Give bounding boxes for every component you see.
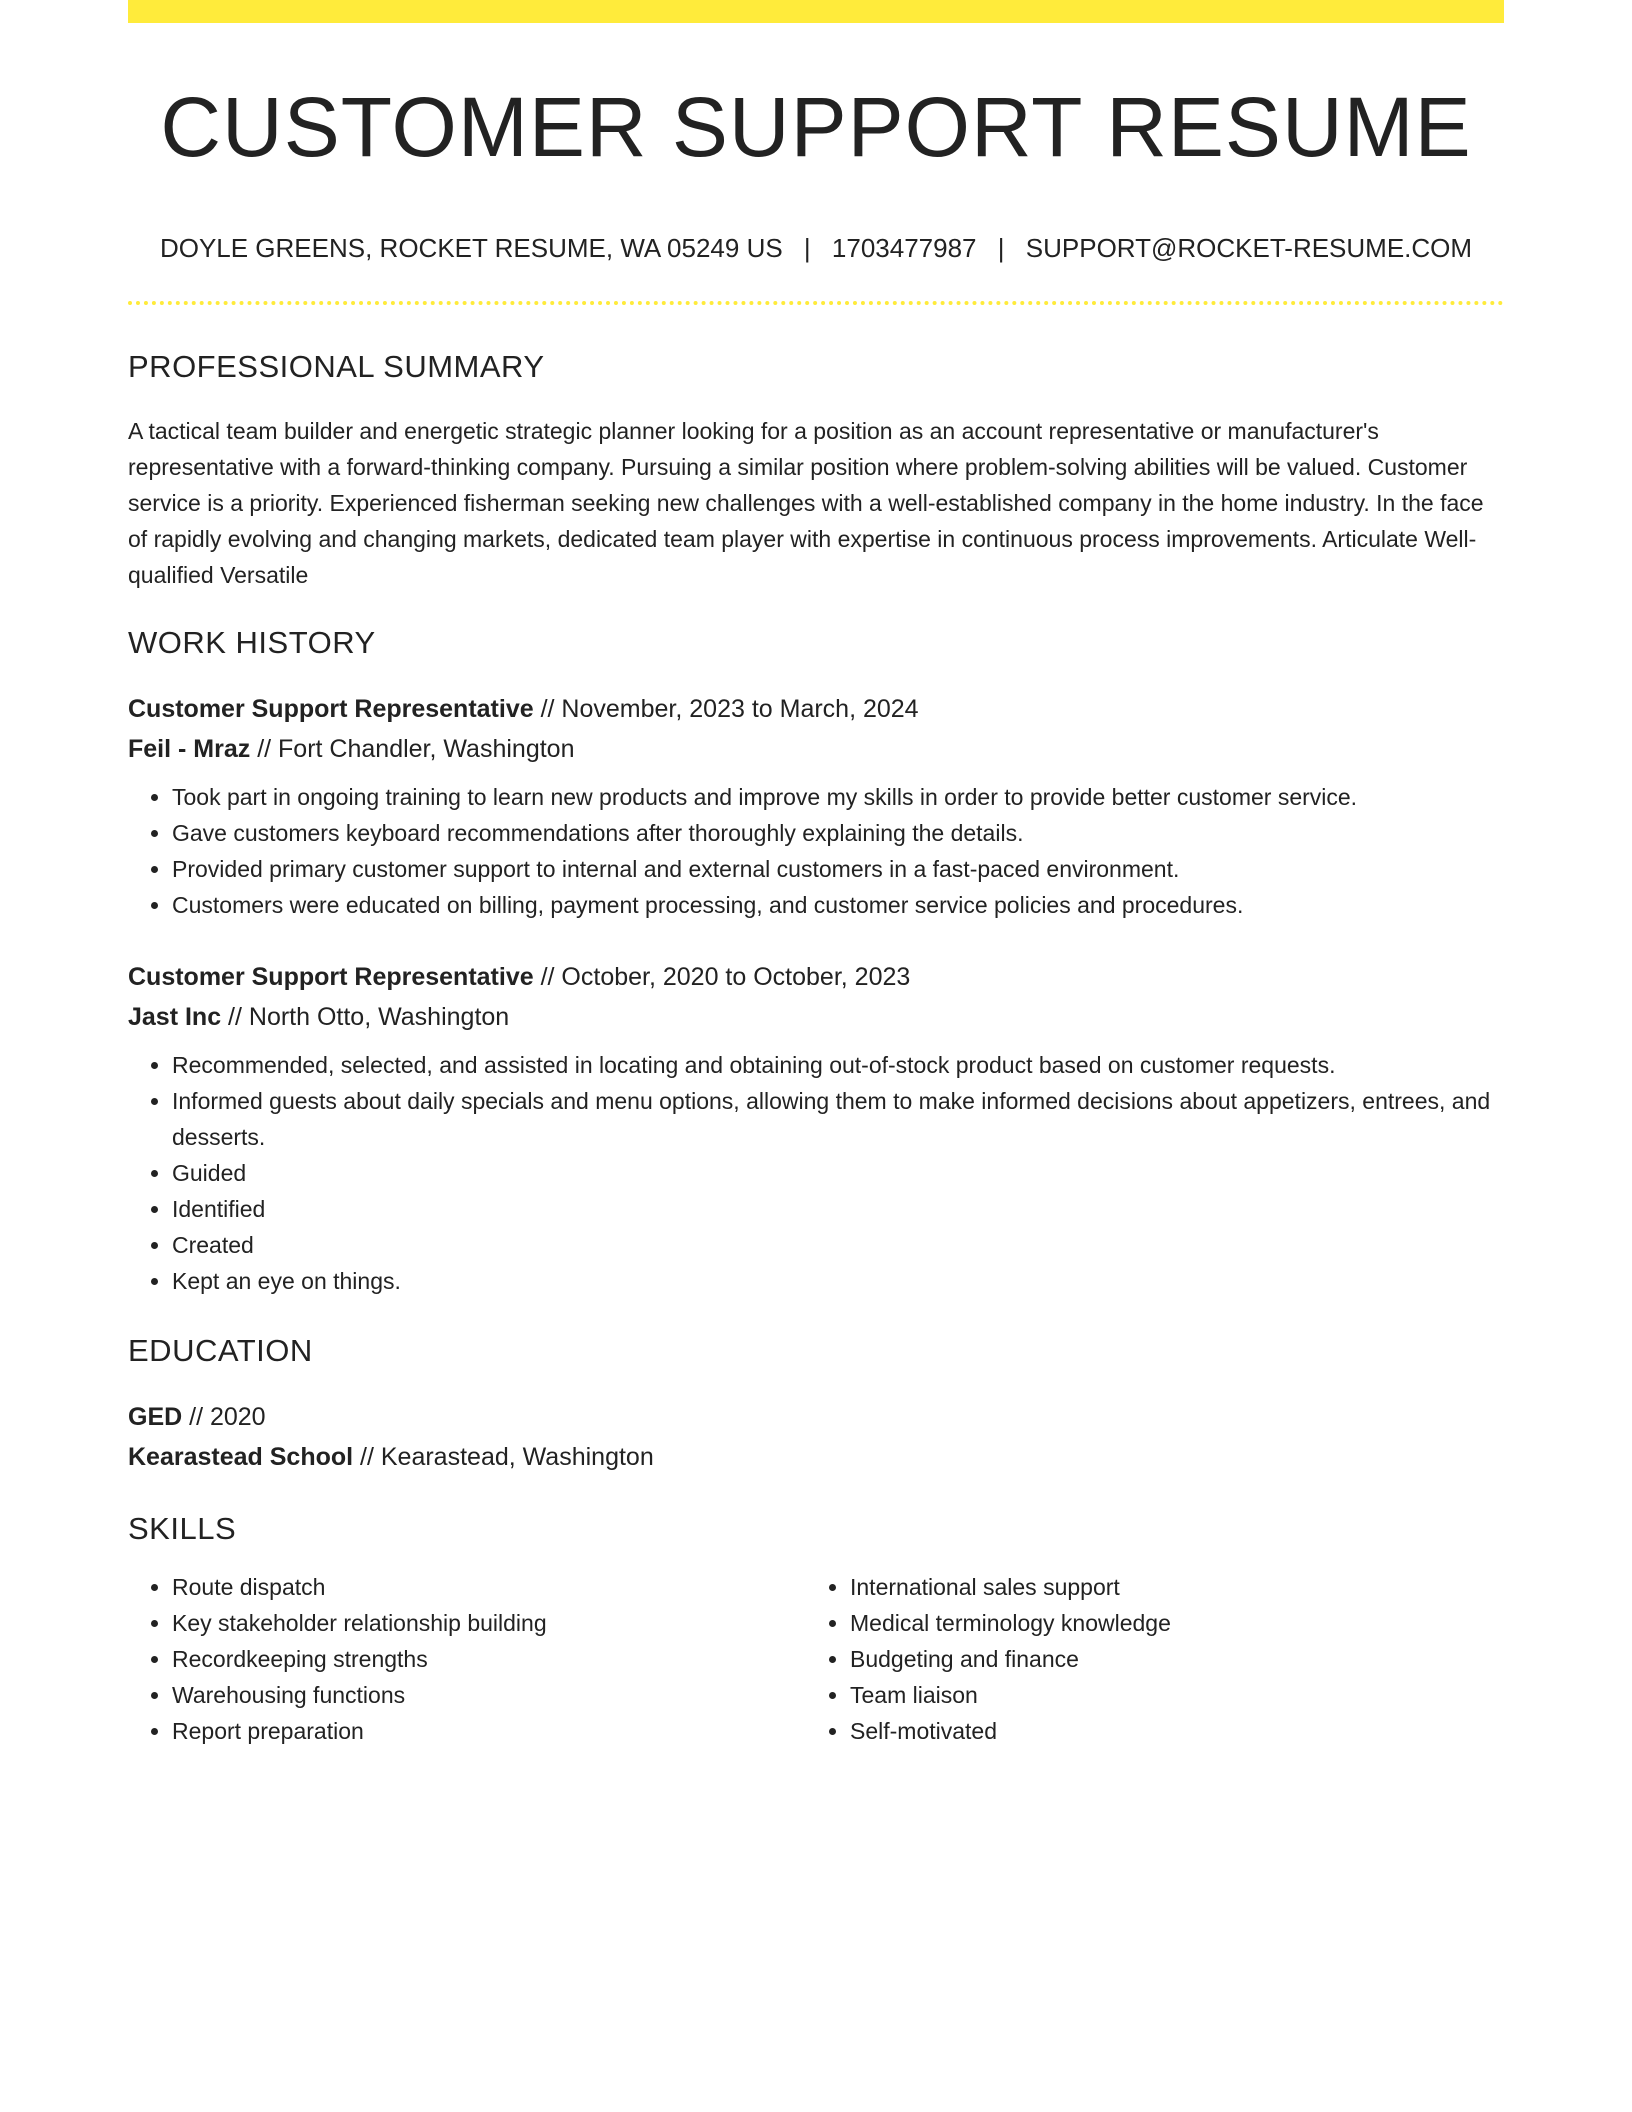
resume-page — [128, 0, 1504, 1749]
summary-text: A tactical team builder and energetic strategic planner looking for a position as an account representative or manufacturer's representative with a forward-thinking company. Pursuing a similar position where problem-solving abilities will be valued. Customer service is a priority. Experienced fisherman seeking new challenges with a well-established company in the home industry. In the face of rapidly evolving and changing markets, dedicated team player with expertise in continuous process improvements. Articulate Well-qualified Versatile — [128, 417, 1484, 588]
skills-grid — [128, 1569, 1504, 1749]
list-item: • Took part in ongoing training to learn new products and improve my skills in order to provide better customer service. — [172, 779, 1504, 815]
skills-list — [806, 1569, 1484, 1749]
list-item: • International sales support — [850, 1569, 1484, 1605]
list-item: • Medical terminology knowledge — [850, 1605, 1484, 1641]
job-entry — [128, 957, 1504, 1299]
job-entry — [128, 689, 1504, 923]
job-title: Customer Support Representative — [128, 962, 534, 991]
list-item: • Key stakeholder relationship building — [172, 1605, 806, 1641]
professional-summary-section — [128, 349, 1504, 593]
section-heading-work: WORK HISTORY — [128, 624, 376, 660]
list-item: • Created — [172, 1227, 1504, 1263]
list-item: • Recommended, selected, and assisted in locating and obtaining out-of-stock product based on customer requests. — [172, 1047, 1504, 1083]
job-company-line — [128, 997, 1504, 1037]
job-location: // North Otto, Washington — [221, 1002, 510, 1031]
job-bullets — [128, 779, 1504, 923]
list-item: • Customers were educated on billing, payment processing, and customer service policies and procedures. — [172, 887, 1504, 923]
job-bullets — [128, 1047, 1504, 1299]
contact-separator: | — [803, 233, 811, 264]
list-item: • Budgeting and finance — [850, 1641, 1484, 1677]
job-company: Jast Inc — [128, 1002, 222, 1031]
list-item: • Warehousing functions — [172, 1677, 806, 1713]
top-accent-bar — [128, 0, 1504, 23]
contact-address: DOYLE GREENS, ROCKET RESUME, WA 05249 US — [159, 233, 783, 264]
dotted-divider — [128, 301, 1504, 305]
list-item: • Provided primary customer support to internal and external customers in a fast-paced environment. — [172, 851, 1504, 887]
contact-phone: 1703477987 — [831, 233, 977, 264]
section-heading-summary: PROFESSIONAL SUMMARY — [128, 348, 545, 384]
list-item: • Kept an eye on things. — [172, 1263, 1504, 1299]
job-title-line — [128, 957, 1504, 997]
skills-column-right — [806, 1569, 1484, 1749]
education-degree-line — [128, 1397, 1504, 1437]
list-item: • Gave customers keyboard recommendations after thoroughly explaining the details. — [172, 815, 1504, 851]
job-title-line — [128, 689, 1504, 729]
section-heading-education: EDUCATION — [128, 1332, 313, 1368]
education-school: Kearastead School — [128, 1442, 354, 1471]
list-item: • Guided — [172, 1155, 1504, 1191]
list-item: • Route dispatch — [172, 1569, 806, 1605]
job-dates: // November, 2023 to March, 2024 — [533, 694, 919, 723]
job-dates: // October, 2020 to October, 2023 — [533, 962, 911, 991]
section-heading-skills: SKILLS — [128, 1510, 237, 1546]
contact-separator: | — [997, 233, 1005, 264]
job-location: // Fort Chandler, Washington — [250, 734, 575, 763]
education-school-line — [128, 1437, 1504, 1477]
list-item: • Team liaison — [850, 1677, 1484, 1713]
list-item: • Informed guests about daily specials and menu options, allowing them to make informed decisions about appetizers, entrees, and desserts. — [172, 1083, 1504, 1155]
list-item: • Recordkeeping strengths — [172, 1641, 806, 1677]
list-item: • Self-motivated — [850, 1713, 1484, 1749]
list-item: • Identified — [172, 1191, 1504, 1227]
resume-title: CUSTOMER SUPPORT RESUME — [160, 80, 1472, 174]
skills-list — [128, 1569, 806, 1749]
education-year: // 2020 — [182, 1402, 266, 1431]
education-section — [128, 1333, 1504, 1477]
education-location: // Kearastead, Washington — [353, 1442, 654, 1471]
contact-email: SUPPORT@ROCKET-RESUME.COM — [1025, 233, 1473, 264]
contact-line — [128, 233, 1504, 264]
skills-section — [128, 1511, 1504, 1749]
list-item: • Report preparation — [172, 1713, 806, 1749]
education-entry — [128, 1397, 1504, 1477]
work-history-section — [128, 625, 1504, 1299]
job-company-line — [128, 729, 1504, 769]
job-company: Feil - Mraz — [128, 734, 251, 763]
education-degree: GED — [128, 1402, 183, 1431]
job-title: Customer Support Representative — [128, 694, 534, 723]
skills-column-left — [128, 1569, 806, 1749]
